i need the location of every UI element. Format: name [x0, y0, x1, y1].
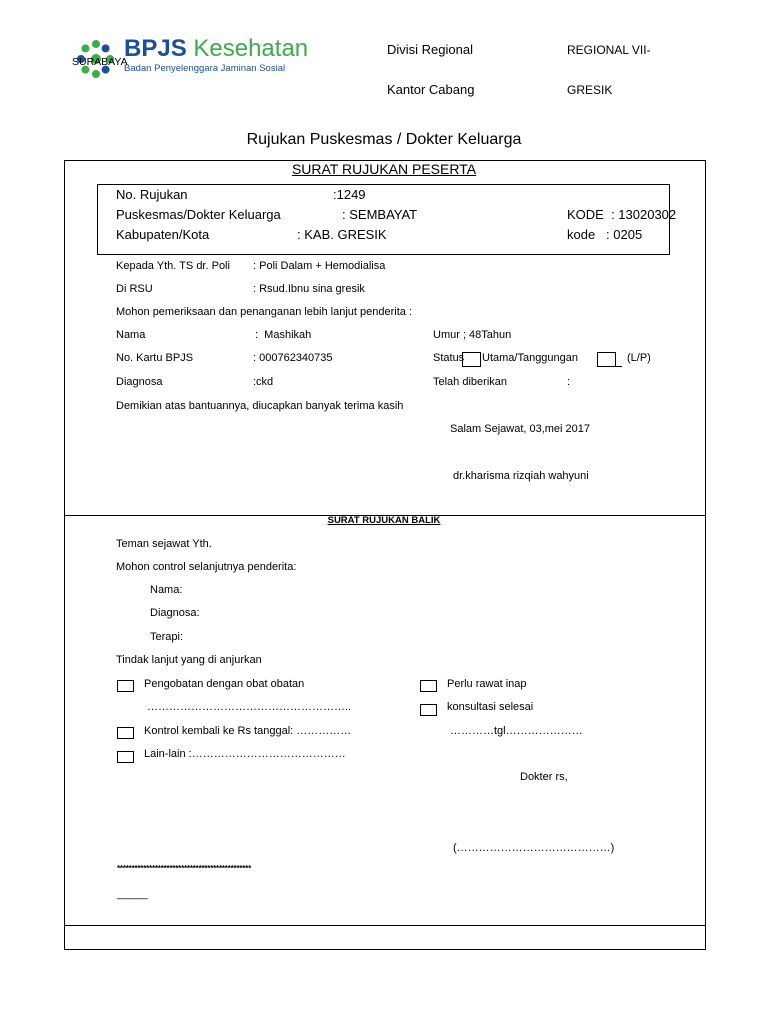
- salam-sejawat: Salam Sejawat, 03,mei 2017: [450, 423, 591, 435]
- rujukan-peserta-heading: SURAT RUJUKAN PESERTA: [291, 161, 477, 177]
- diberikan-label: Telah diberikan: [433, 376, 507, 388]
- nama-label: Nama: [116, 329, 146, 341]
- rsu-label: Di RSU: [116, 283, 153, 295]
- status-label: Status: [433, 352, 465, 364]
- option-rawat-inap: Perlu rawat inap: [447, 678, 527, 690]
- checkbox-rawat-inap: [420, 680, 437, 692]
- kabupaten-kode: kode : 0205: [567, 227, 643, 242]
- signature-label: Dokter rs,: [520, 771, 568, 783]
- form-outer-frame: [64, 160, 706, 950]
- status-option: Utama/Tanggungan: [482, 352, 579, 364]
- kartu-bpjs-value: : 000762340735: [253, 352, 333, 364]
- option-pengobatan: Pengobatan dengan obat obatan: [144, 678, 305, 690]
- option-kontrol: Kontrol kembali ke Rs tanggal: ……………: [144, 725, 352, 737]
- kepada-value: : Poli Dalam + Hemodialisa: [253, 260, 386, 272]
- kabupaten-label: Kabupaten/Kota: [116, 227, 210, 242]
- nama-value: : Mashikah: [255, 329, 312, 341]
- status-checkbox-utama: [462, 352, 481, 367]
- signature-blank: (……………………………………): [453, 842, 615, 854]
- status-checkbox-tanggungan: [597, 352, 616, 367]
- rsu-value: : Rsud.Ibnu sina gresik: [253, 283, 365, 295]
- status-blank-line: [616, 366, 622, 367]
- puskesmas-value: : SEMBAYAT: [342, 207, 418, 222]
- checkbox-pengobatan: [117, 680, 134, 692]
- divisi-regional-label: Divisi Regional: [387, 42, 473, 57]
- option-lain-lain: Lain-lain :……………………………………: [144, 748, 346, 760]
- no-rujukan-label: No. Rujukan: [116, 187, 188, 202]
- kepada-label: Kepada Yth. TS dr. Poli: [116, 260, 230, 272]
- diagnosa-value: :ckd: [253, 376, 274, 388]
- umur-text: Umur ; 48Tahun: [433, 329, 512, 341]
- option-kontrol-tgl: …………tgl…………………: [450, 725, 583, 737]
- divisi-regional-value: REGIONAL VII-: [567, 43, 651, 57]
- puskesmas-label: Puskesmas/Dokter Keluarga: [116, 207, 281, 222]
- diagnosa-label: Diagnosa: [116, 376, 163, 388]
- checkbox-kontrol: [117, 727, 134, 739]
- logo-tagline: Badan Penyelenggara Jaminan Sosial: [124, 63, 286, 74]
- status-suffix: (L/P): [627, 352, 651, 364]
- referring-doctor-name: dr.kharisma rizqiah wahyuni: [453, 470, 589, 482]
- page-title: Rujukan Puskesmas / Dokter Keluarga: [246, 131, 522, 148]
- option-pengobatan-blank: ………………………………………………..: [147, 701, 352, 713]
- rujukan-balik-heading: SURAT RUJUKAN BALIK: [327, 515, 441, 526]
- footer-divider: [64, 925, 706, 926]
- puskesmas-kode: KODE : 13020302: [567, 207, 677, 222]
- checkbox-lain-lain: [117, 751, 134, 763]
- kantor-cabang-label: Kantor Cabang: [387, 82, 475, 97]
- tindak-lanjut-label: Tindak lanjut yang di anjurkan: [116, 654, 262, 666]
- kantor-cabang-value: GRESIK: [567, 83, 613, 97]
- balik-greeting: Teman sejawat Yth.: [116, 538, 212, 550]
- logo-brand-primary: BPJS: [124, 35, 187, 62]
- closing-text: Demikian atas bantuannya, diucapkan banyak terima kasih: [116, 400, 404, 412]
- underline-mark: _____: [117, 888, 148, 900]
- balik-nama-label: Nama:: [150, 584, 183, 596]
- kartu-bpjs-label: No. Kartu BPJS: [116, 352, 194, 364]
- bpjs-logo-wordmark: [124, 36, 308, 62]
- request-text: Mohon pemeriksaan dan penanganan lebih lanjut penderita :: [116, 306, 412, 318]
- no-rujukan-value: :1249: [333, 187, 366, 202]
- logo-brand-secondary-text: Kesehatan: [193, 35, 309, 62]
- balik-request-text: Mohon control selanjutnya penderita:: [116, 561, 297, 573]
- diberikan-value: :: [567, 376, 571, 388]
- asterisk-separator: **********************************************: [117, 864, 252, 873]
- kabupaten-value: : KAB. GRESIK: [297, 227, 387, 242]
- overlay-city-text: SURABAYA: [72, 56, 128, 68]
- balik-terapi-label: Terapi:: [150, 631, 184, 643]
- balik-diagnosa-label: Diagnosa:: [150, 607, 200, 619]
- checkbox-konsultasi-selesai: [420, 704, 437, 716]
- option-konsultasi-selesai: konsultasi selesai: [447, 701, 534, 713]
